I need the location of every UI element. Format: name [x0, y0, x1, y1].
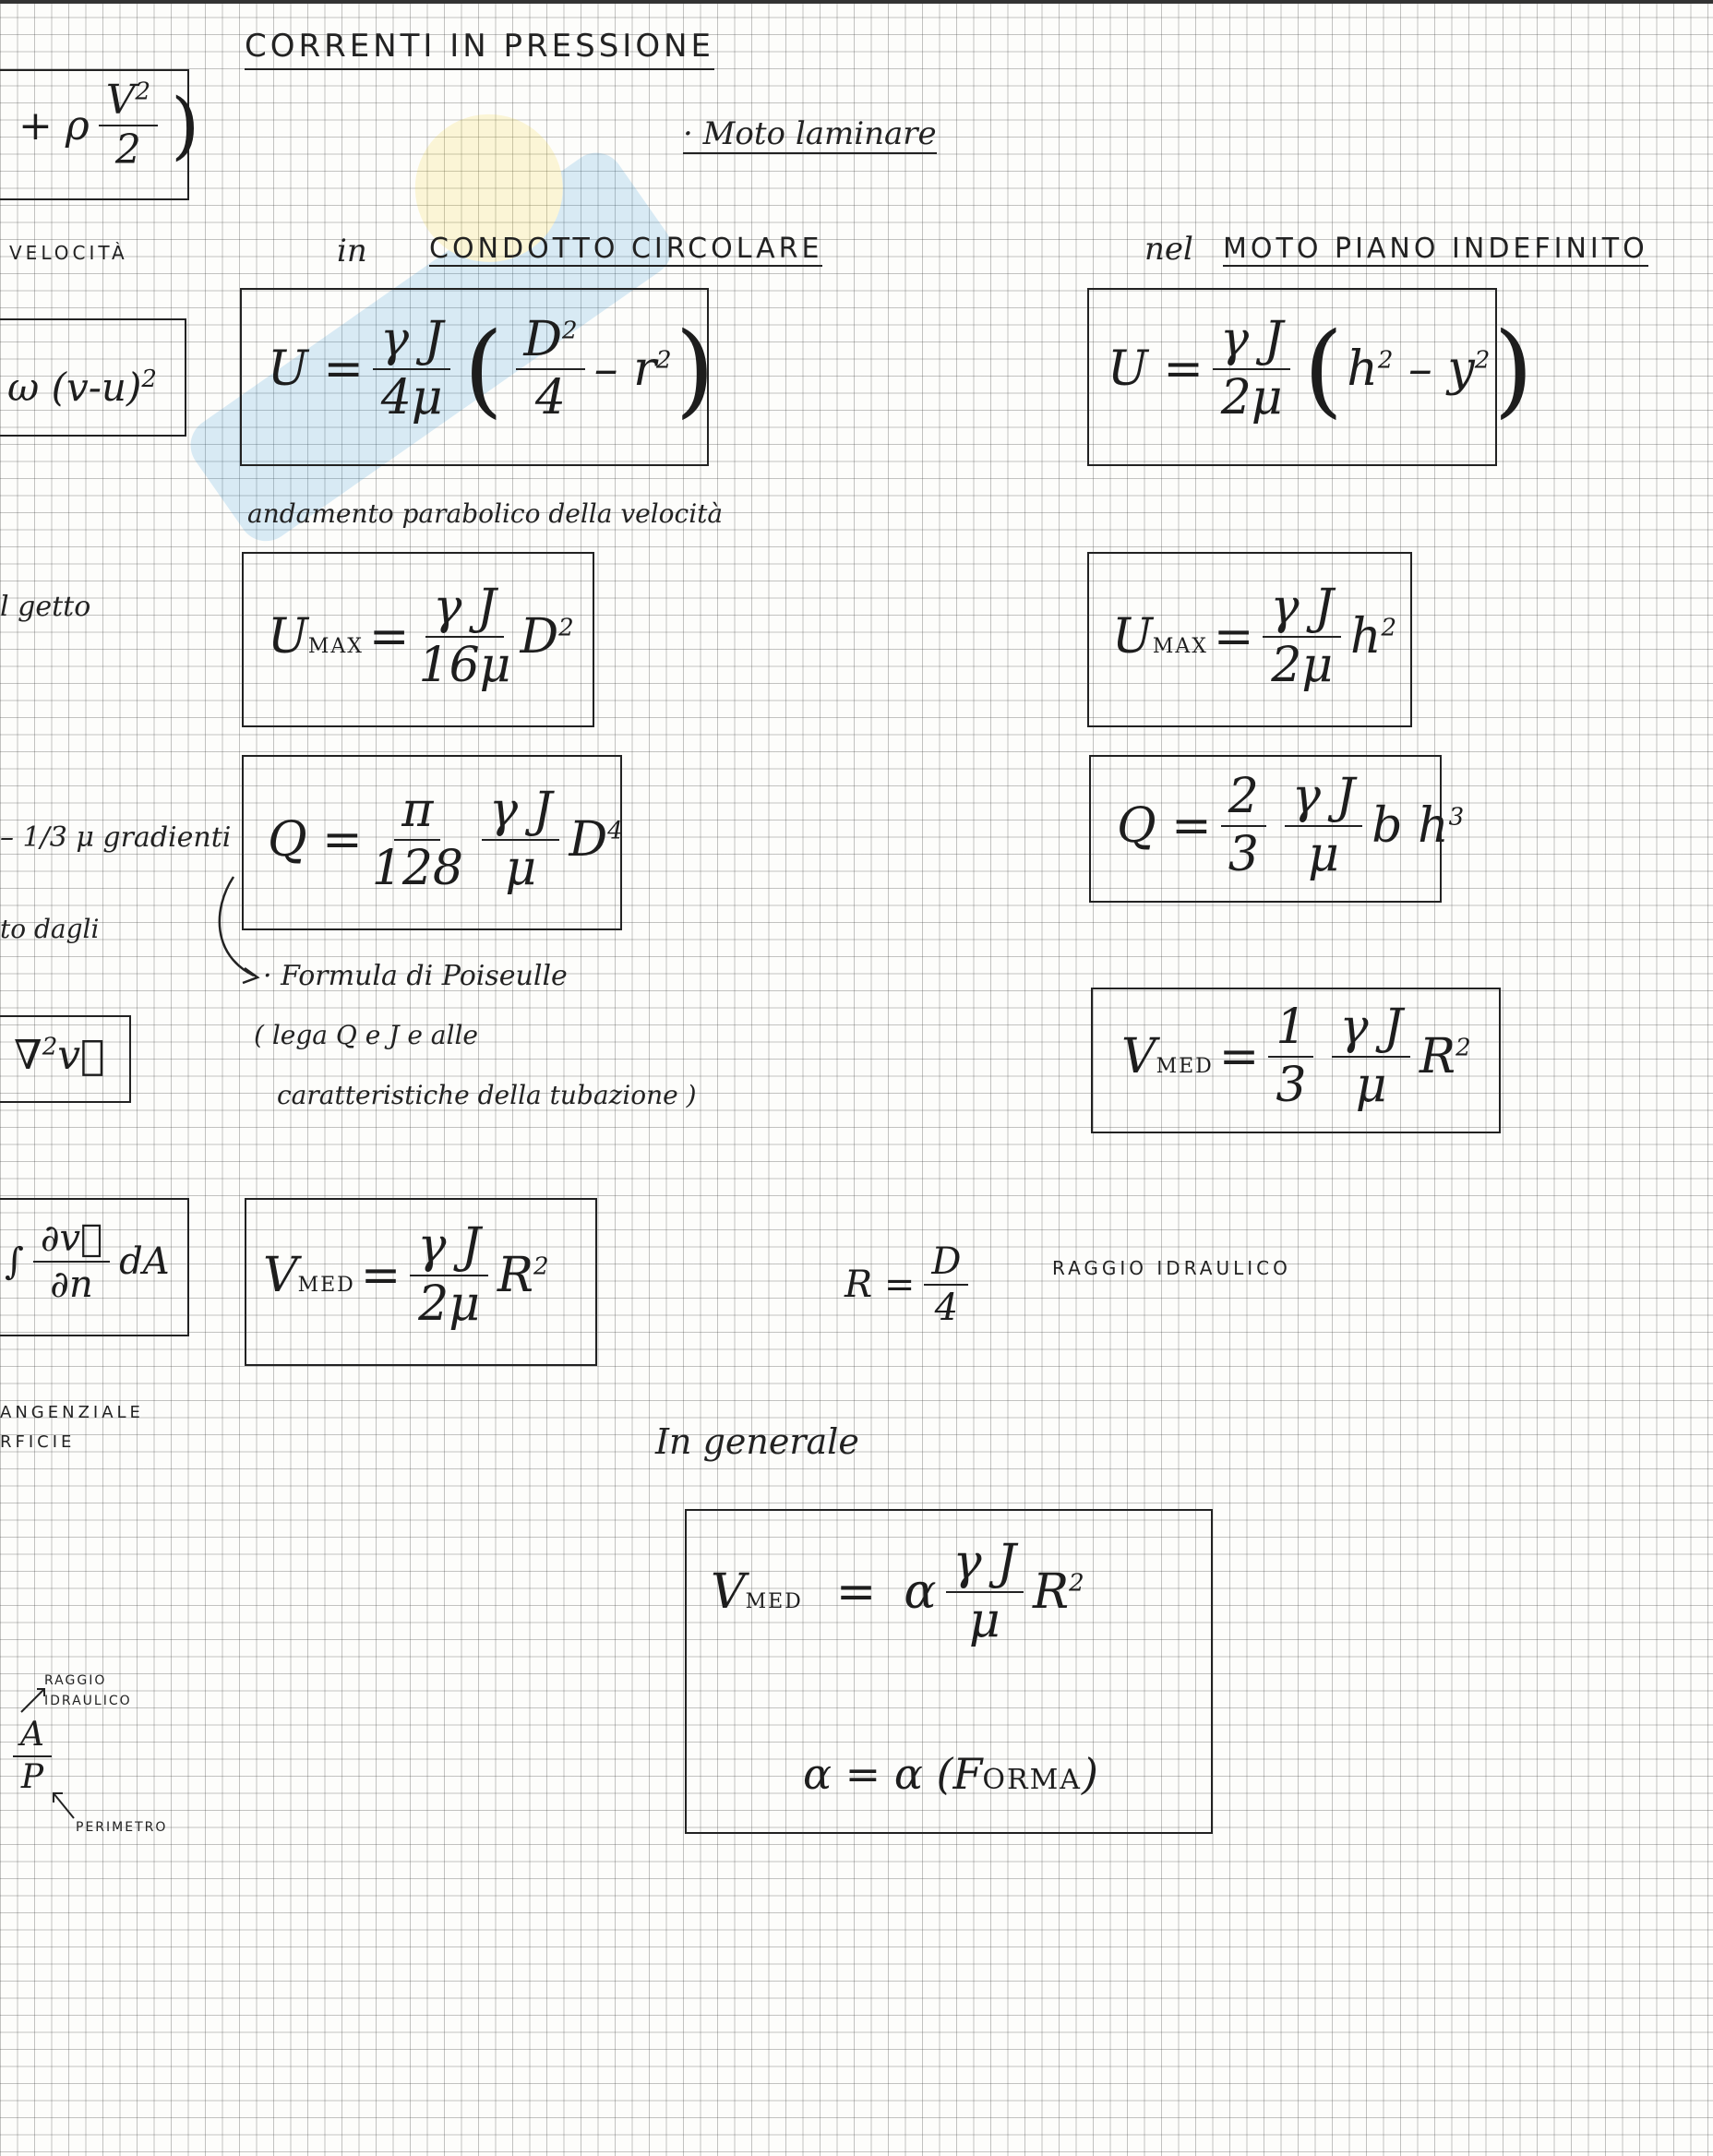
margin-superficie: RFICIE: [0, 1432, 76, 1452]
margin-arrow-up: [17, 1680, 54, 1717]
note-poiseuille: · Formula di Poiseulle: [263, 960, 568, 992]
page-top-edge: [0, 0, 1713, 4]
header-nel: nel: [1144, 231, 1193, 268]
formula-umax-circular: U MAX = $\frac{\text{γ J}}{16\mu}$ $D^2$: [268, 580, 574, 694]
margin-arrow-down: [46, 1786, 83, 1823]
header-velocity: VELOCITÀ: [9, 242, 128, 264]
margin-getto: l getto: [0, 591, 91, 623]
header-plane-flow: MOTO PIANO INDEFINITO: [1223, 233, 1648, 265]
note-poiseuille-desc-1: ( lega Q e J e alle: [254, 1020, 478, 1050]
note-poiseuille-desc-2: caratteristiche della tubazione ): [277, 1080, 697, 1110]
formula-q-circular: Q = $\frac{\pi}{128}$ $\frac{\text{γ J}}{\mu}$ $D^4$: [268, 783, 623, 897]
formula-q-plane: Q = $\frac{2}{3}$ $\frac{\text{γ J}}{\mu}$ b $h^3$: [1117, 769, 1465, 883]
page-title: CORRENTI IN PRESSIONE: [245, 28, 714, 70]
left-formula-2: ∇$^2$v⃗: [14, 1032, 105, 1079]
margin-tangenziale: ANGENZIALE: [0, 1403, 144, 1422]
formula-vmed-plane: V MED = $\frac{1}{3}$ $\frac{\text{γ J}}{\mu}$ $R^2$: [1121, 1000, 1471, 1114]
formula-u-circular: U = $\frac{\text{γ J}}{4\mu}$ ( $\frac{D^2}{4}$ – $r^2$ ): [268, 310, 715, 429]
left-formula-1: ω $(v-u)^2$: [7, 365, 157, 410]
formula-alpha-shape: α = α (FORMA): [803, 1749, 1098, 1799]
label-hydraulic-radius: RAGGIO IDRAULICO: [1052, 1257, 1291, 1279]
subtitle: · Moto laminare: [683, 115, 937, 152]
formula-u-plane: U = $\frac{\text{γ J}}{2\mu}$ ( $h^2 - y^2$ ): [1108, 310, 1534, 429]
formula-umax-plane: U MAX = $\frac{\text{γ J}}{2\mu}$ $h^2$: [1112, 580, 1396, 694]
note-parabolic: andamento parabolico della velocità: [247, 498, 724, 529]
note-general: In generale: [655, 1421, 859, 1462]
formula-hydraulic-radius: R = $\frac{D}{4}$: [845, 1241, 977, 1328]
bernoulli-formula-fragment: + ρ $\frac{V^2}{2}$ ): [18, 77, 200, 174]
header-circular-duct: CONDOTTO CIRCOLARE: [429, 233, 823, 265]
margin-gradienti: – 1/3 μ gradienti: [0, 821, 232, 854]
margin-formula-a-over-p: $\frac{A}{P}$: [13, 1717, 52, 1795]
left-formula-3: ∫ $\frac{\partial v⃗}{\partial n}$ dA: [5, 1217, 170, 1306]
header-in: in: [337, 233, 367, 270]
formula-vmed-general: V MED = α $\frac{\text{γ J}}{\mu}$ $R^2$: [711, 1535, 1084, 1649]
formula-vmed-circular: V MED = $\frac{\text{γ J}}{2\mu}$ $R^2$: [263, 1218, 549, 1333]
margin-perimetro: PERIMETRO: [76, 1820, 168, 1835]
margin-raggio-idraulico: RAGGIO IDRAULICO: [44, 1673, 132, 1709]
margin-dagli: to dagli: [0, 914, 100, 944]
